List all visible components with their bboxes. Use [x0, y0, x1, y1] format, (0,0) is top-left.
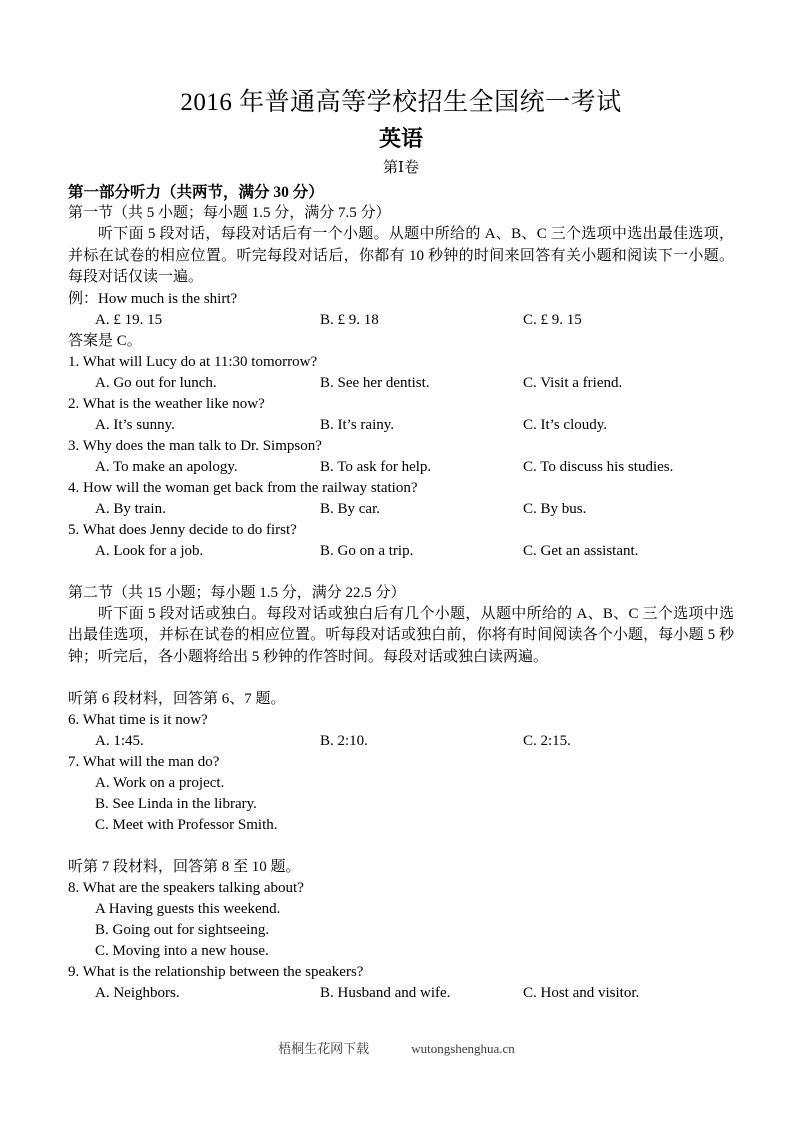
material-label: 听第 7 段材料，回答第 8 至 10 题。 [68, 859, 301, 875]
option-b[interactable]: B. See her dentist. [320, 374, 430, 391]
option-a[interactable]: A. Look for a job. [95, 542, 204, 559]
question-options [68, 541, 734, 562]
question-prompt: 9. What is the relationship between the speakers? [68, 964, 364, 980]
question-options [68, 899, 734, 962]
option-c[interactable]: C. By bus. [523, 500, 587, 517]
example-prompt: 例：How much is the shirt? [68, 290, 238, 307]
example-options [68, 310, 734, 331]
section-gap [68, 562, 734, 583]
option-b[interactable]: B. See Linda in the library. [95, 796, 257, 812]
option-b[interactable]: B. Husband and wife. [320, 985, 451, 1001]
material-label: 听第 6 段材料，回答第 6、7 题。 [68, 691, 286, 707]
footer-site-name: 梧桐生花网下载 [278, 1041, 370, 1056]
option-c[interactable]: C. £ 9. 15 [523, 311, 582, 328]
option-b[interactable]: B. £ 9. 18 [320, 311, 379, 328]
material-gap [68, 668, 734, 689]
option-c[interactable]: C. Visit a friend. [523, 374, 623, 391]
option-a[interactable]: A. By train. [95, 500, 166, 517]
question-options [68, 499, 734, 520]
option-b[interactable]: B. By car. [320, 500, 380, 517]
option-a[interactable]: A. 1:45. [95, 733, 144, 749]
question-prompt: 5. What does Jenny decide to do first? [68, 521, 297, 538]
page-content [68, 86, 734, 1004]
option-a[interactable]: A. £ 19. 15 [95, 311, 163, 328]
option-b[interactable]: B. Go on a trip. [320, 542, 414, 559]
option-a[interactable]: A. It’s sunny. [95, 416, 175, 433]
section-two-instructions: 听下面 5 段对话或独白。每段对话或独白后有几个小题，从题中所给的 A、B、C 三个选项中选出最佳选项，并标在试卷的相应位置。听每段对话或独白前，你将有时间阅读各个小题，每小题 5 秒钟；听完后，各小题将给出 5 秒钟的作答时间。每段对话或独白读两遍。 [68, 605, 734, 665]
option-b[interactable]: B. It’s rainy. [320, 416, 395, 433]
question-options [68, 731, 734, 752]
subject-title: 英语 [378, 126, 423, 151]
question-prompt: 6. What time is it now? [68, 712, 208, 728]
option-c[interactable]: C. Moving into a new house. [95, 943, 269, 959]
option-c[interactable]: C. To discuss his studies. [523, 458, 674, 475]
option-c[interactable]: C. It’s cloudy. [523, 416, 608, 433]
question-options [68, 415, 734, 436]
material-gap [68, 836, 734, 857]
section-one-instructions: 听下面 5 段对话，每段对话后有一个小题。从题中所给的 A、B、C 三个选项中选出最佳选项，并标在试卷的相应位置。听完每段对话后，你都有 10 秒钟的时间来回答有关小题和阅读下一小题。每段对话仅读一遍。 [68, 226, 734, 285]
option-c[interactable]: C. Host and visitor. [523, 985, 640, 1001]
question-prompt: 1. What will Lucy do at 11:30 tomorrow? [68, 353, 318, 370]
option-a[interactable]: A. Go out for lunch. [95, 374, 217, 391]
option-b[interactable]: B. To ask for help. [320, 458, 432, 475]
option-a[interactable]: A Having guests this weekend. [95, 901, 281, 917]
footer-site-url: wutongshenghua.cn [411, 1041, 515, 1056]
question-prompt: 7. What will the man do? [68, 754, 220, 770]
question-prompt: 4. How will the woman get back from the railway station? [68, 479, 418, 496]
option-a[interactable]: A. Neighbors. [95, 985, 180, 1001]
question-options [68, 983, 734, 1004]
option-b[interactable]: B. 2:10. [320, 733, 368, 749]
part-one-heading: 第一部分听力（共两节，满分 30 分） [68, 184, 324, 201]
question-prompt: 3. Why does the man talk to Dr. Simpson? [68, 437, 322, 454]
option-a[interactable]: A. Work on a project. [95, 775, 225, 791]
section-one-heading: 第一节（共 5 小题；每小题 1.5 分，满分 7.5 分） [68, 205, 391, 221]
question-prompt: 2. What is the weather like now? [68, 395, 265, 412]
question-options [68, 457, 734, 478]
page-title: 2016 年普通高等学校招生全国统一考试 [180, 89, 622, 116]
option-a[interactable]: A. To make an apology. [95, 458, 238, 475]
question-options [68, 373, 734, 394]
option-b[interactable]: B. Going out for sightseeing. [95, 922, 270, 938]
paper-label: 第Ⅰ卷 [383, 160, 419, 176]
option-c[interactable]: C. 2:15. [523, 733, 571, 749]
example-answer: 答案是 C。 [68, 332, 142, 349]
question-prompt: 8. What are the speakers talking about? [68, 880, 304, 896]
section-two-heading: 第二节（共 15 小题；每小题 1.5 分，满分 22.5 分） [68, 584, 406, 601]
option-c[interactable]: C. Meet with Professor Smith. [95, 817, 278, 833]
page-footer [0, 1040, 793, 1058]
option-c[interactable]: C. Get an assistant. [523, 542, 639, 559]
question-options [68, 773, 734, 836]
